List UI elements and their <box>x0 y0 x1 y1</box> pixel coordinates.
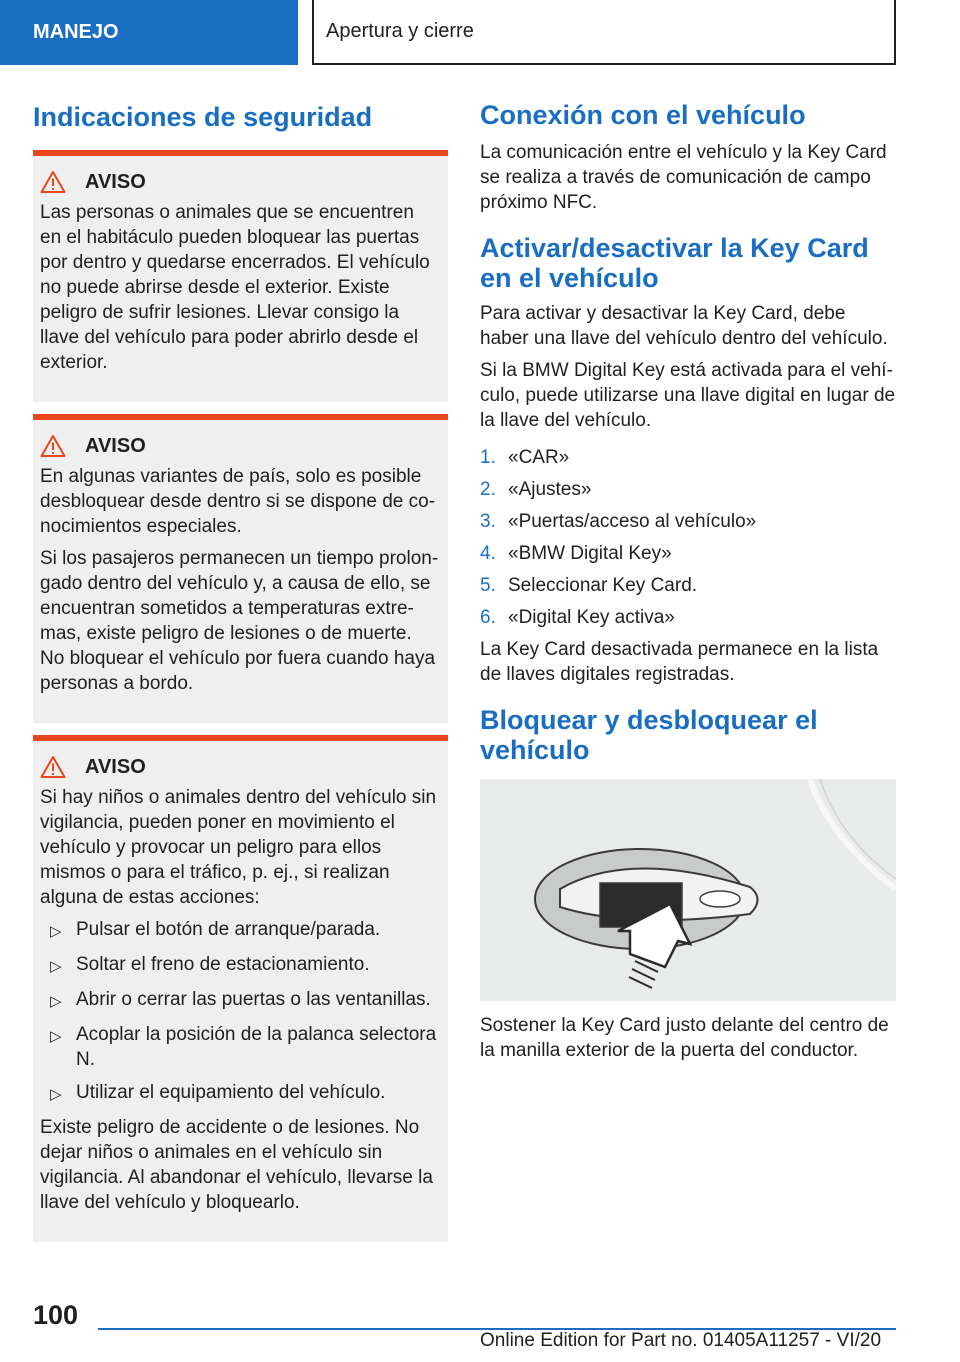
header-chapter-title <box>312 0 896 65</box>
list-item: ▷ Utilizar el equipamiento del vehículo. <box>40 1080 440 1107</box>
list-item: 4. «BMW Digital Key» <box>480 543 672 564</box>
list-note-text: La Key Card desactivada permanece en la lista de llaves digitales registradas. <box>480 639 879 685</box>
warning-box-2 <box>33 414 448 723</box>
section-name: MANEJO <box>33 21 119 43</box>
list-item: ▷ Pulsar el botón de arranque/parada. <box>40 917 440 944</box>
warning-triangle-icon <box>40 170 66 194</box>
heading-lock-unlock: Bloquear y desbloquear el vehículo <box>480 705 818 765</box>
warning-label: AVISO <box>85 434 146 457</box>
list-item: 2. «Ajustes» <box>480 479 592 500</box>
triangle-bullet-icon: ▷ <box>50 958 62 975</box>
triangle-bullet-icon: ▷ <box>50 1086 62 1103</box>
warning-header <box>40 753 440 781</box>
footer-edition: Online Edition for Part no. 01405A11257 - VI/20 <box>480 1330 882 1351</box>
warning-label: AVISO <box>85 170 146 193</box>
list-item: 5. Seleccionar Key Card. <box>480 575 698 596</box>
triangle-bullet-icon: ▷ <box>50 923 62 940</box>
warning-outro: Existe peligro de accidente o de lesiones. No dejar niños o animales en el vehículo sin vigilancia. Al abandonar el vehículo, llevarse la llave del vehículo y bloquearlo. <box>40 1117 433 1213</box>
warning-text: En algunas variantes de país, solo es posible desbloquear desde dentro si se dispone de conocimientos especiales. <box>40 466 436 537</box>
heading-connection: Conexión con el vehículo <box>480 100 806 130</box>
activate-text-2: Si la BMW Digital Key está activada para el vehículo, puede utilizarse una llave digital en lugar de la llave del vehículo. <box>480 360 896 431</box>
left-column <box>33 100 448 1254</box>
warning-box-1 <box>33 150 448 402</box>
warning-triangle-icon <box>40 755 66 779</box>
header-section-label <box>0 0 298 65</box>
list-item: ▷ Acoplar la posición de la palanca selectora N. <box>50 1024 437 1070</box>
warning-header <box>40 432 440 460</box>
heading-activate: Activar/desactivar la Key Card en el vehículo <box>480 233 869 293</box>
warning-triangle-icon <box>40 434 66 458</box>
warning-text: Si los pasajeros permanecen un tiempo prolongado dentro del vehículo y, a causa de ello, se encuentran sometidos a temperaturas extremas, existe peligro de lesiones o de muerte. No bloquear el vehículo por fuera cuando haya personas a bordo. <box>40 548 439 694</box>
page-number: 100 <box>33 1300 79 1330</box>
triangle-bullet-icon: ▷ <box>50 993 62 1010</box>
connection-text: La comunicación entre el vehículo y la Key Card se realiza a través de comunicación de campo próximo NFC. <box>480 142 887 213</box>
lock-unlock-text: Sostener la Key Card justo delante del centro de la manilla exterior de la puerta del conductor. <box>480 1015 889 1061</box>
activate-text-1: Para activar y desactivar la Key Card, debe haber una llave del vehículo dentro del vehículo. <box>480 303 888 349</box>
door-handle-drawing <box>480 779 896 1001</box>
list-item: ▷ Soltar el freno de estacionamiento. <box>40 952 440 979</box>
list-item: 1. «CAR» <box>480 447 570 468</box>
warning-text: Las personas o animales que se encuentren en el habitáculo pueden bloquear las puertas por dentro y quedarse encerrados. El vehículo no puede abrirse desde el exterior. Existe peligro de sufrir lesiones. Llevar consigo la llave del vehículo para poder abrirlo desde el exterior. <box>40 202 430 373</box>
chapter-title: Apertura y cierre <box>326 20 474 42</box>
steps-list <box>480 445 896 630</box>
triangle-bullet-icon: ▷ <box>50 1028 62 1045</box>
right-column <box>480 100 896 1070</box>
list-item: ▷ Abrir o cerrar las puertas o las ventanillas. <box>40 987 440 1014</box>
heading-safety: Indicaciones de seguridad <box>33 102 373 132</box>
warning-bullet-list <box>40 917 440 1107</box>
list-item: 6. «Digital Key activa» <box>480 607 675 628</box>
list-item: 3. «Puertas/acceso al vehículo» <box>480 511 757 532</box>
door-handle-illustration <box>480 779 896 1001</box>
warning-intro: Si hay niños o animales dentro del vehículo sin vigilancia, pueden poner en movimiento el vehículo y provocar un peligro para ellos mismos o para el tráfico, p. ej., si realizan alguna de estas acciones: <box>40 787 437 908</box>
warning-box-3 <box>33 735 448 1242</box>
warning-header <box>40 168 440 196</box>
warning-label: AVISO <box>85 755 146 778</box>
